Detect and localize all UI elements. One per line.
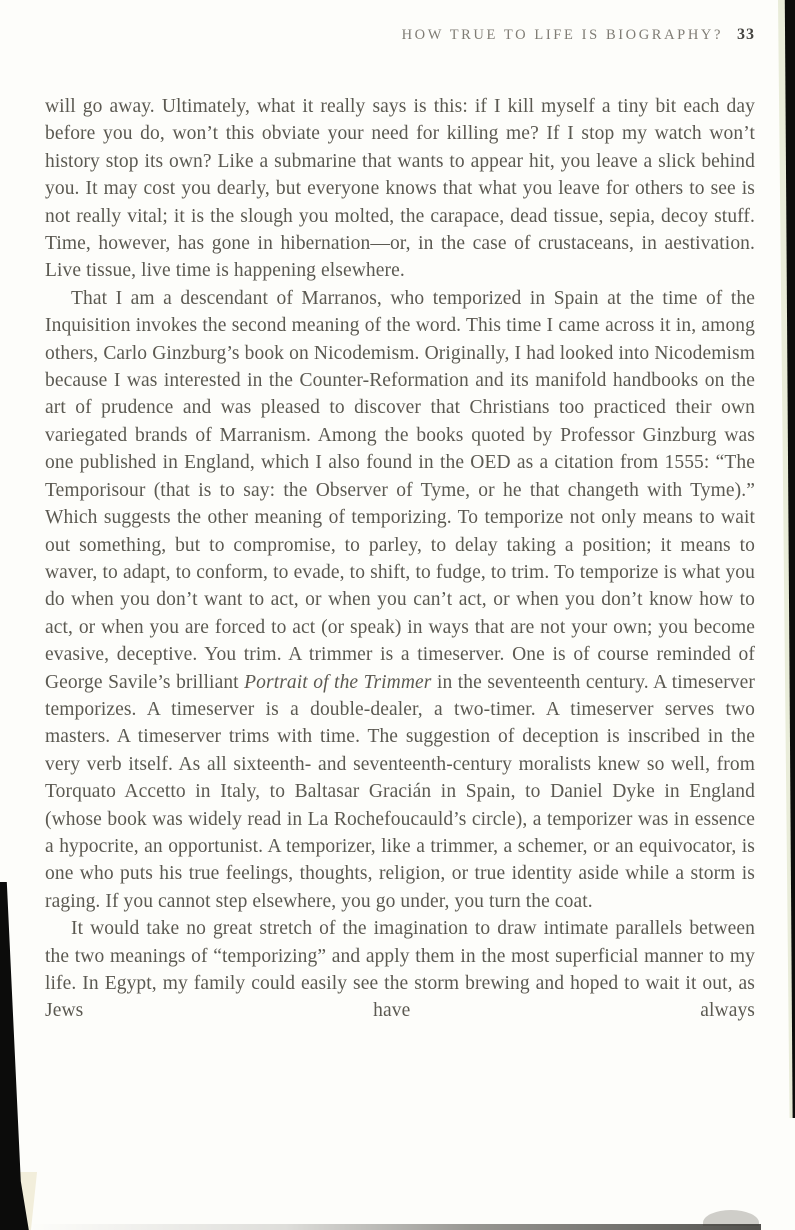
- running-head: [402, 26, 755, 44]
- text-run: in the seventeenth century. A timeserver temporizes. A timeserver is a double-dealer, a two-timer. A timeserver serves two masters. A timeserver trims with time. The suggestion of deception is inscribed in the very verb itself. As all sixteenth- and seventeenth-century moralists knew so well, from Torquato Accetto in Italy, to Baltasar Gracián in Spain, to Daniel Dyke in England (whose book was widely read in La Rochefoucauld’s circle), a temporizer was in essence a hypocrite, an opportunist. A temporizer, like a trimmer, a schemer, or an equivocator, is one who puts his true feelings, thoughts, religion, or true identity aside while a storm is raging. If you cannot step elsewhere, you go under, you turn the coat.: [45, 671, 755, 912]
- scan-black-bar-left: [0, 882, 40, 1230]
- scan-edge-bottom: [30, 1224, 761, 1230]
- scan-edge-right: [761, 0, 795, 1118]
- text-run: That I am a descendant of Marranos, who temporized in Spain at the time of the Inquisition invokes the second meaning of the word. This time I came across it in, among others, Carlo Ginzburg’s book on Nicodemism. Originally, I had looked into Nicodemism because I was interested in the Counter-Reformation and its manifold handbooks on the art of prudence and was pleased to discover that Christians too practiced their own variegated brands of Marranism. Among the books quoted by Professor Ginzburg was one published in England, which I also found in the OED as a citation from 1555: “The Temporisour (that is to say: the Observer of Tyme, or he that changeth with Tyme).” Which suggests the other meaning of temporizing. To temporize not only means to wait out something, but to compromise, to parley, to delay taking a position; it means to waver, to adapt, to conform, to evade, to shift, to fudge, to trim. To temporize is what you do when you don’t want to act, or when you can’t act, or when you don’t know how to act, or when you are forced to act (or speak) in ways that are not your own; you become evasive, deceptive. You trim. A trimmer is a timeserver. One is of course reminded of George Savile’s brilliant: [45, 287, 755, 693]
- text-run-italic: Portrait of the Trimmer: [244, 671, 432, 693]
- page-number: 33: [737, 26, 755, 43]
- scan-shadow-blob: [703, 1210, 759, 1226]
- page-edge-strip-left: [5, 1172, 37, 1230]
- running-head-title: HOW TRUE TO LIFE IS BIOGRAPHY?: [401, 27, 723, 43]
- paragraph: [45, 285, 755, 915]
- scan-edge-left: [0, 882, 40, 1230]
- paragraph: [45, 93, 755, 285]
- text-run: It would take no great stretch of the imagination to draw intimate parallels between the two meanings of “temporizing” and apply them in the most superficial manner to my life. In Egypt, my family could easily see the storm brewing and hoped to wait it out, as Jews have always: [45, 918, 755, 1022]
- text-run: will go away. Ultimately, what it really says is this: if I kill myself a tiny bit each day before you do, won’t this obviate your need for killing me? If I stop my watch won’t history stop its own? Like a submarine that wants to appear hit, you leave a slick behind you. It may cost you dearly, but everyone knows that what you leave for others to see is not really vital; it is the slough you molted, the carapace, dead tissue, sepia, decoy stuff. Time, however, has gone in hibernation—or, in the case of crustaceans, in aestivation. Live tissue, live time is happening elsewhere.: [45, 96, 755, 282]
- page-edge-strip: [761, 0, 795, 1118]
- paragraph: [45, 915, 755, 1025]
- body-text-block: [45, 93, 755, 1025]
- scan-black-bar-right: [761, 0, 795, 1118]
